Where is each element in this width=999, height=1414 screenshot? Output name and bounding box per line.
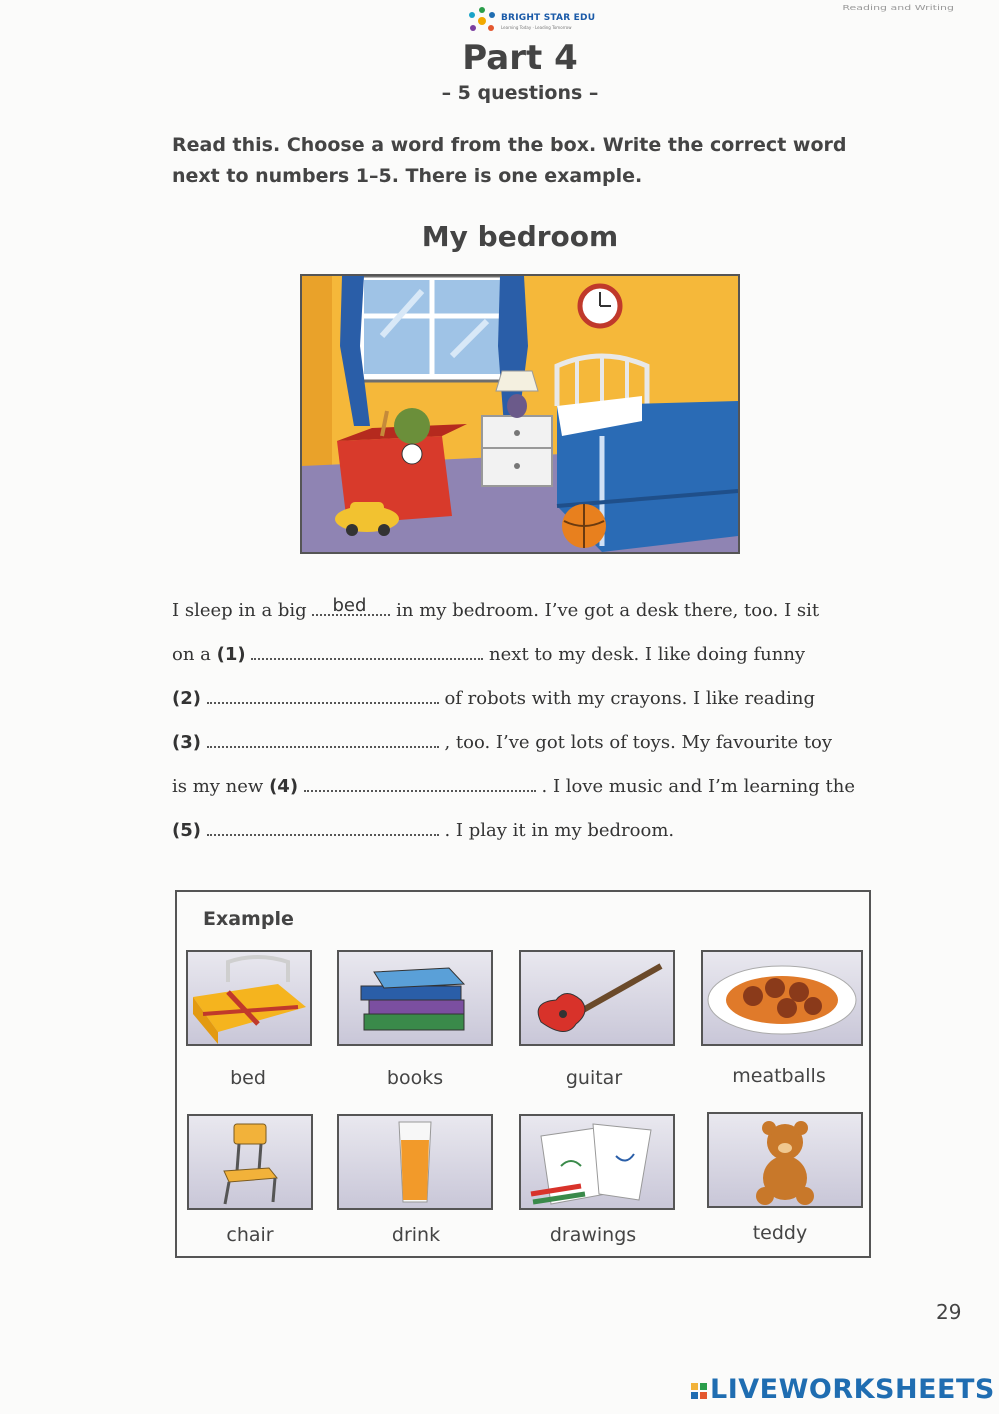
word-drawings: drawings (549, 1224, 637, 1246)
word-chair: chair (226, 1224, 274, 1246)
books-picture (337, 950, 493, 1046)
teddy-picture (707, 1112, 863, 1208)
passage-line-2 (172, 688, 815, 709)
text: on a (172, 644, 217, 665)
passage-line-1 (172, 644, 805, 665)
text: next to my desk. I like doing funny (483, 644, 806, 665)
word-bed: bed (230, 1067, 266, 1089)
word-drink: drink (391, 1224, 441, 1246)
answer-blank-5[interactable] (207, 820, 439, 836)
word-teddy: teddy (752, 1222, 808, 1244)
example-blank (312, 595, 390, 616)
instructions: Read this. Choose a word from the box. Write the correct word next to numbers 1–5. There is one example. (172, 134, 847, 187)
bedroom-illustration (300, 274, 740, 554)
footer-logo-text: LIVEWORKSHEETS (710, 1374, 995, 1405)
text: I sleep in a big (172, 600, 313, 621)
passage-line-4 (172, 776, 855, 797)
question-number: (5) (172, 820, 201, 841)
question-number: (3) (172, 732, 201, 753)
word-meatballs: meatballs (732, 1065, 826, 1087)
answer-blank-1[interactable] (251, 644, 483, 660)
passage-line-0 (172, 595, 820, 621)
text: . I love music and I’m learning the (535, 776, 855, 797)
star-logo-icon (465, 6, 499, 36)
running-head: Reading and Writing (842, 4, 954, 12)
text: is my new (172, 776, 270, 797)
part-subtitle: – 5 questions – (441, 82, 599, 104)
example-label: Example (203, 908, 294, 930)
word-books: books (386, 1067, 444, 1089)
guitar-picture (519, 950, 675, 1046)
liveworksheets-logo-icon (690, 1382, 710, 1400)
passage-line-3 (172, 732, 832, 753)
answer-blank-3[interactable] (207, 732, 439, 748)
answer-blank-2[interactable] (207, 688, 439, 704)
question-number: (1) (216, 644, 246, 665)
drink-picture (337, 1114, 493, 1210)
chair-picture (187, 1114, 313, 1210)
example-answer: bed (332, 595, 367, 616)
text: . I play it in my bedroom. (438, 820, 675, 841)
text: of robots with my crayons. I like reading (438, 688, 816, 709)
question-number: (4) (269, 776, 299, 797)
answer-blank-4[interactable] (304, 776, 536, 792)
meatballs-picture (701, 950, 863, 1046)
part-title: Part 4 (462, 38, 578, 78)
page-number: 29 (936, 1300, 962, 1324)
footer-logo[interactable] (690, 1374, 995, 1405)
brand-tagline: Learning Today · Leading Tomorrow (501, 25, 572, 30)
story-title: My bedroom (421, 220, 619, 253)
question-number: (2) (172, 688, 201, 709)
word-guitar: guitar (565, 1067, 623, 1089)
brand-name: BRIGHT STAR EDU (501, 13, 596, 23)
brand-logo (465, 6, 595, 36)
bed-picture (186, 950, 312, 1046)
drawings-picture (519, 1114, 675, 1210)
text: in my bedroom. I’ve got a desk there, too. I sit (390, 600, 820, 621)
passage-line-5 (172, 820, 674, 841)
text: , too. I’ve got lots of toys. My favourite toy (438, 732, 833, 753)
